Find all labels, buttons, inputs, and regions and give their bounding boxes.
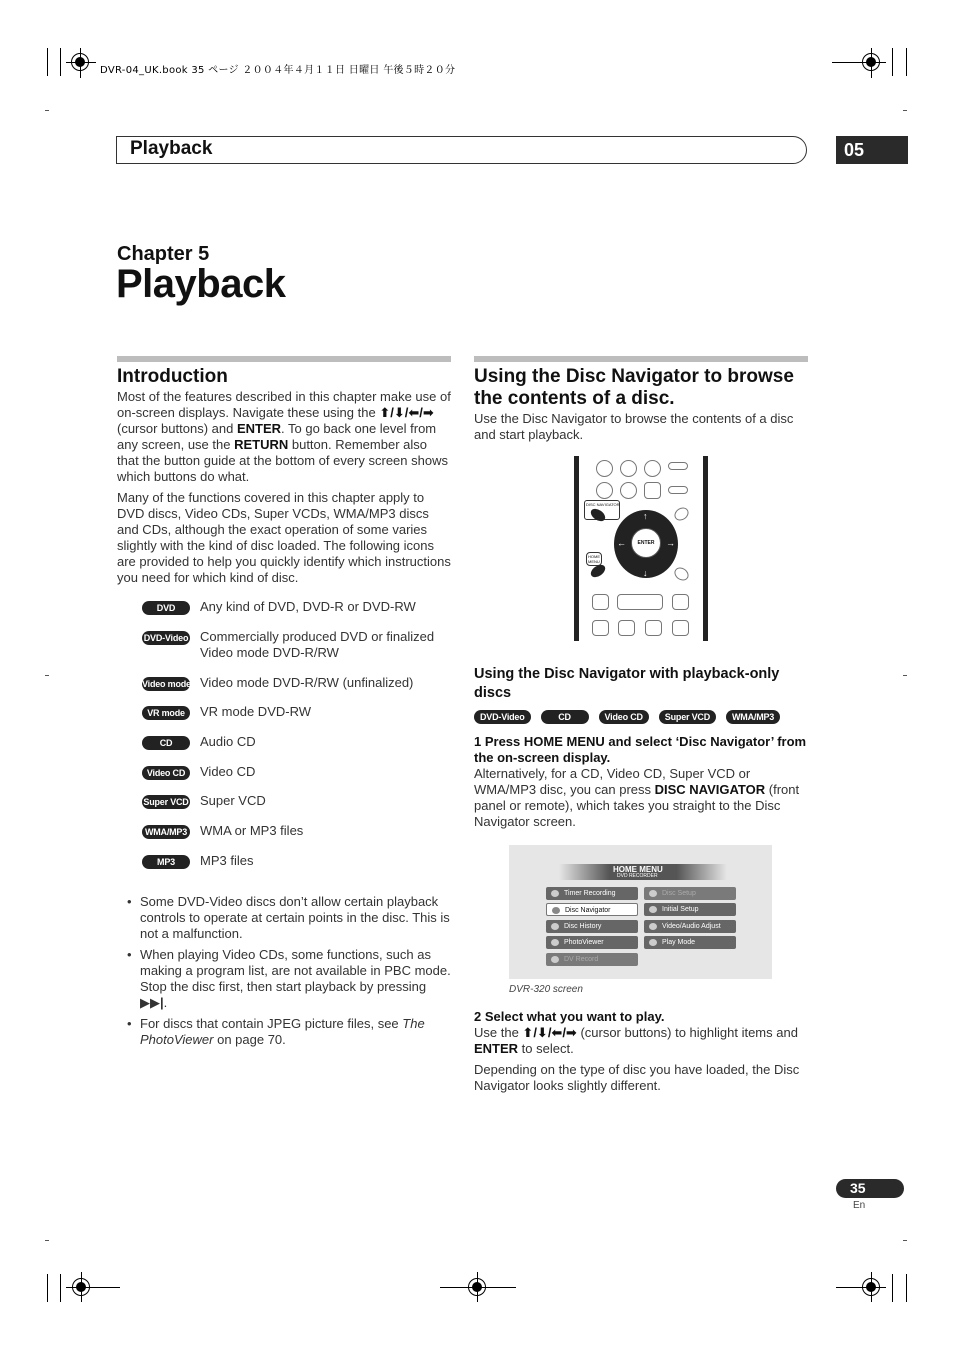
print-meta-line: DVR-04_UK.book 35 ページ ２００４年４月１１日 日曜日 午後５時２０分 — [100, 65, 456, 76]
section-header-title: Playback — [130, 138, 213, 159]
chapter-number-tab: 05 — [836, 136, 908, 164]
disc-type-badge: MP3 — [142, 855, 190, 869]
note-item: • When playing Video CDs, some functions, such as making a program list, are not available in PBC mode. Stop the disc first, then start playback by pressing ▶▶|. — [127, 947, 452, 1011]
disc-type-badge: Video CD — [142, 766, 190, 780]
note-item: • Some DVD-Video discs don’t allow certain playback controls to operate at certain points in the disc. This is not a malfunction. — [127, 894, 452, 942]
disc-type-description: VR mode DVD-RW — [200, 704, 312, 719]
disc-type-description: WMA or MP3 files — [200, 823, 304, 838]
disc-type-badge: WMA/MP3 — [726, 710, 780, 724]
disc-type-description: Any kind of DVD, DVD-R or DVD-RW — [200, 599, 416, 614]
disc-type-description: Video mode DVD-R/RW (unfinalized) — [200, 675, 414, 690]
menu-item-photoviewer: PhotoViewer — [546, 936, 638, 949]
disc-type-badge: CD — [142, 736, 190, 750]
remote-control-illustration — [574, 456, 708, 641]
disc-type-description: Audio CD — [200, 734, 256, 749]
menu-item-disc-setup: Disc Setup — [644, 887, 736, 900]
disc-type-badge: Super VCD — [143, 797, 189, 807]
navigator-intro: Use the Disc Navigator to browse the contents of a disc and start playback. — [474, 411, 794, 442]
home-menu-screenshot — [509, 845, 772, 979]
arrow-right-icon: → — [666, 538, 675, 548]
enter-key: ENTER — [631, 528, 661, 558]
disc-type-badge: DVD — [142, 601, 190, 615]
disc-type-badge: Video CD — [599, 710, 649, 724]
registration-mark-icon — [72, 1278, 90, 1296]
registration-mark-icon — [468, 1278, 486, 1296]
cursor-arrows-icon: ⬆/⬇/⬅/➡ — [379, 405, 434, 420]
arrow-up-icon: ↑ — [643, 511, 648, 521]
home-menu-title: HOME MENU — [613, 865, 663, 874]
arrow-down-icon: ↓ — [643, 568, 648, 578]
step-2-note: Depending on the type of disc you have loaded, the Disc Navigator looks slightly different. — [474, 1062, 800, 1093]
disc-type-badge: CD — [541, 710, 589, 724]
disc-navigator-key-label: DISC NAVIGATOR — [586, 502, 620, 507]
step-1-text: Alternatively, for a CD, Video CD, Super VCD or WMA/MP3 disc, you can press DISC NAVIGATOR (front panel or remote), which takes you straight to the Disc Navigator screen. — [474, 766, 800, 829]
intro-heading: Introduction — [117, 366, 228, 387]
registration-mark-icon — [71, 53, 89, 71]
intro-paragraph-2: Many of the functions covered in this chapter apply to DVD discs, Video CDs, Super VCDs, WMA/MP3 discs and CDs, although the exact operation of some varies slightly with the kind of disc loaded. The following icons are provided to help you quickly identify which instructions you need for which kind of disc. — [117, 490, 451, 585]
disc-type-badge: DVD-Video — [143, 633, 189, 643]
disc-type-description: Commercially produced DVD or finalized Video mode DVD-R/RW — [200, 629, 435, 660]
intro-paragraph-1: Most of the features described in this chapter make use of on-screen displays. Navigate these using the ⬆/⬇/⬅/➡ (cursor buttons) and ENTER. To go back one level from any screen, use the RETURN button. Remember also that the button guide at the bottom of every screen shows which buttons do what. — [117, 389, 451, 484]
disc-type-badge: DVD-Video — [474, 710, 531, 724]
language-code: En — [853, 1200, 866, 1211]
cursor-arrows-icon: ⬆/⬇/⬅/➡ — [522, 1025, 577, 1040]
step-2-text: Use the ⬆/⬇/⬅/➡ (cursor buttons) to highlight items and ENTER to select. — [474, 1025, 798, 1056]
cursor-pad — [614, 510, 678, 578]
registration-mark-icon — [862, 1278, 880, 1296]
section-rule — [117, 356, 451, 362]
section-header-bar — [116, 136, 807, 164]
menu-item-timer-recording: Timer Recording — [546, 887, 638, 900]
home-menu-key-label: HOME MENU — [588, 554, 600, 564]
note-item: • For discs that contain JPEG picture files, see The PhotoViewer on page 70. — [127, 1016, 452, 1048]
disc-type-description: Video CD — [200, 764, 256, 779]
screen-caption: DVR-320 screen — [509, 984, 583, 995]
step-2-title: 2 Select what you want to play. — [474, 1009, 665, 1024]
registration-mark-icon — [862, 53, 880, 71]
home-menu-subtitle: DVD RECORDER — [617, 873, 658, 879]
disc-type-badge: VR mode — [142, 706, 190, 720]
disc-type-badge: WMA/MP3 — [142, 825, 190, 839]
menu-item-play-mode: Play Mode — [644, 936, 736, 949]
menu-item-video-audio-adjust: Video/Audio Adjust — [644, 920, 736, 933]
disc-type-description: Super VCD — [200, 793, 266, 808]
play-skip-icon: ▶▶| — [140, 995, 164, 1010]
chapter-label: Chapter 5 — [117, 243, 210, 265]
home-menu-title-bar — [559, 864, 727, 880]
compatible-disc-badges — [474, 710, 780, 724]
page-number: 35 — [836, 1179, 904, 1198]
menu-item-disc-history: Disc History — [546, 920, 638, 933]
step-1-title: 1 Press HOME MENU and select ‘Disc Navigator’ from the on-screen display. — [474, 734, 807, 765]
notes-list — [127, 894, 452, 1053]
section-rule — [474, 356, 808, 362]
disc-type-description: MP3 files — [200, 853, 254, 868]
menu-item-disc-navigator: Disc Navigator — [546, 903, 638, 916]
disc-type-badge: Video mode — [142, 679, 191, 689]
navigator-heading: Using the Disc Navigator to browse the contents of a disc. — [474, 366, 794, 409]
disc-type-badge: Super VCD — [659, 710, 716, 724]
photoviewer-reference: The PhotoViewer — [140, 1016, 425, 1047]
menu-item-initial-setup: Initial Setup — [644, 903, 736, 916]
arrow-left-icon: ← — [617, 538, 626, 548]
playback-only-subheading: Using the Disc Navigator with playback-only discs — [474, 666, 780, 701]
chapter-title: Playback — [116, 262, 286, 306]
menu-item-dv-record: DV Record — [546, 953, 638, 966]
